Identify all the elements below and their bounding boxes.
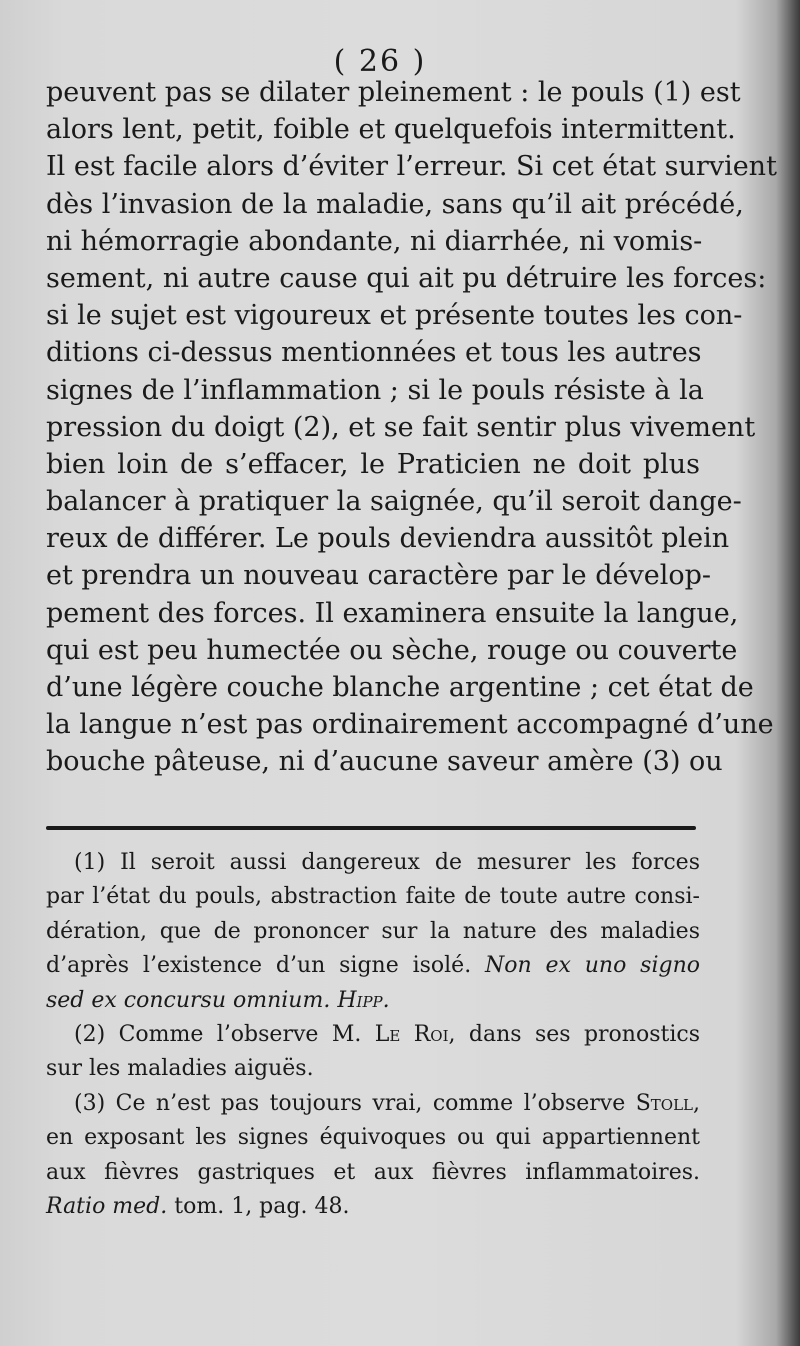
footnote-2-line: sur les maladies aiguës. <box>46 1056 314 1082</box>
body-line: sement, ni autre cause qui ait pu détruire les forces: <box>46 262 767 294</box>
footnote-3-text: , <box>693 1090 700 1116</box>
footnote-3-line <box>46 1087 700 1121</box>
body-line: ditions ci-dessus mentionnées et tous les autres <box>46 337 702 369</box>
footnote-1-line: (1) Il seroit aussi dangereux de mesurer les forces <box>74 850 700 875</box>
body-line: qui est peu humectée ou sèche, rouge ou couverte <box>46 634 738 666</box>
footnotes <box>46 846 700 1224</box>
body-text <box>46 74 777 781</box>
footnote-2-text: , dans ses pronostics <box>448 1021 700 1047</box>
footnote-1-text: d’après l’existence d’un signe isolé. <box>46 953 472 979</box>
footnote-1-line: par l’état du pouls, abstraction faite de toute autre consi- <box>46 884 700 910</box>
footnote-3-line <box>46 1190 700 1224</box>
citation-pages: tom. 1, pag. 48. <box>174 1193 350 1219</box>
footnote-2-text: (2) Comme l’observe M. <box>74 1021 362 1047</box>
body-line: peuvent pas se dilater pleinement : le pouls (1) est <box>46 77 741 108</box>
footnote-3-line: en exposant les signes équivoques ou qui appartiennent <box>46 1125 700 1151</box>
body-line: signes de l’inflammation ; si le pouls résiste à la <box>46 374 704 406</box>
body-line: bouche pâteuse, ni d’aucune saveur amère (3) ou <box>46 746 723 778</box>
footnote-3-line: aux fièvres gastriques et aux fièvres inflammatoires. <box>46 1159 700 1185</box>
latin-quote: Non ex uno signo <box>485 953 700 979</box>
citation-author: Le Roi <box>374 1021 449 1047</box>
page-number: ( 26 ) <box>333 44 427 79</box>
body-line: balancer à pratiquer la saignée, qu’il seroit dange- <box>46 486 742 518</box>
body-line: la langue n’est pas ordinairement accompagné d’une <box>46 709 774 741</box>
citation-author: Hipp. <box>337 987 390 1013</box>
body-line: bien loin de s’effacer, le Praticien ne doit plus <box>46 448 700 480</box>
footnote-1-line <box>46 984 700 1018</box>
body-line: dès l’invasion de la maladie, sans qu’il ait précédé, <box>46 188 744 220</box>
body-line: ni hémorragie abondante, ni diarrhée, ni vomis- <box>46 225 703 257</box>
body-line: pression du doigt (2), et se fait sentir plus vivement <box>46 411 756 443</box>
body-line: d’une légère couche blanche argentine ; cet état de <box>46 672 754 703</box>
body-line: pement des forces. Il examinera ensuite la langue, <box>46 597 739 629</box>
citation-author: Stoll <box>635 1090 693 1116</box>
footnote-1-line <box>46 949 700 983</box>
body-line: Il est facile alors d’éviter l’erreur. Si cet état survient <box>46 151 777 183</box>
latin-quote: sed ex concursu omnium. <box>46 987 331 1013</box>
body-line: alors lent, petit, foible et quelquefois intermittent. <box>46 114 736 146</box>
footnote-divider <box>46 826 696 830</box>
footnote-2-line <box>46 1018 700 1052</box>
body-line: si le sujet est vigoureux et présente toutes les con- <box>46 300 743 332</box>
footnote-3-text: (3) Ce n’est pas toujours vrai, comme l’observe <box>74 1090 626 1116</box>
body-line: reux de différer. Le pouls deviendra aussitôt plein <box>46 523 730 555</box>
body-line: et prendra un nouveau caractère par le dévelop- <box>46 560 712 592</box>
footnote-1-line: dération, que de prononcer sur la nature des maladies <box>46 918 700 944</box>
citation-work: Ratio med. <box>46 1193 168 1219</box>
